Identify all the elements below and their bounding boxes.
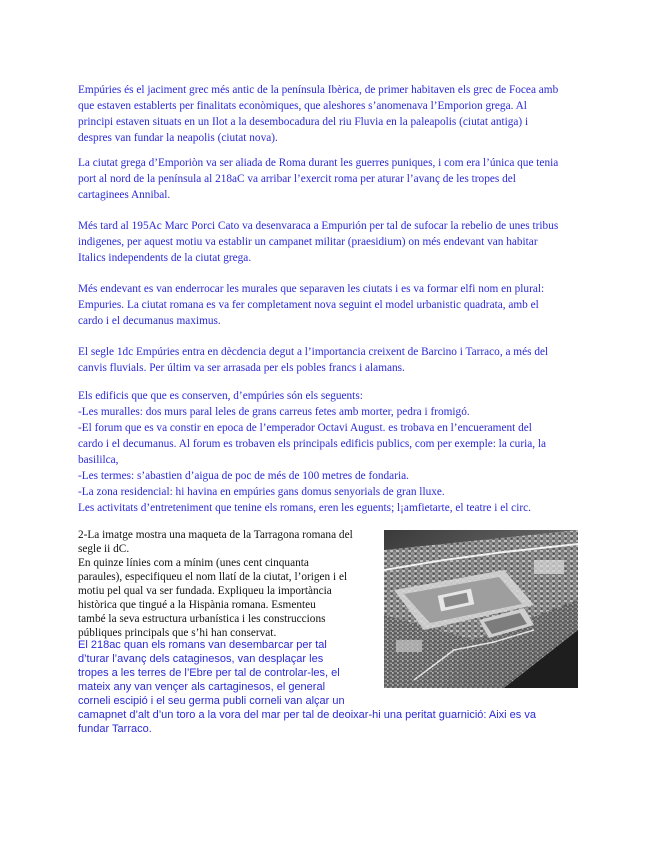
text-line: Italics independents de la ciutat grega. — [78, 252, 252, 264]
text-line: despres van fundar la neapolis (ciutat nova). — [78, 132, 278, 144]
text-line: indigenes, per aquest motiu va establir un campanet militar (praesidium) on més endevant van habitar — [78, 236, 538, 248]
text-line: En quinze línies com a mínim (unes cent cinquanta — [78, 557, 309, 569]
text-line: Més endevant es van enderrocar les murales que separaven les ciutats i es va formar elfi nom en plural: — [78, 283, 545, 295]
text-line: -La zona residencial: hi havina en empúries gans domus senyorials de gran lluxe. — [78, 486, 445, 498]
text-line: d’turar l’avanç dels cataginesos, van desplaçar les — [78, 653, 324, 665]
paragraph-cato-camp — [78, 218, 578, 266]
text-line: 2-La imatge mostra una maqueta de la Tarragona romana del — [78, 529, 353, 541]
text-line: principi estaven situats en un Ilot a la desembocadura del riu Fluvia en la paleapolis (ciutat antiga) i — [78, 116, 529, 128]
text-line: que estaven establerts per finalitats econòmiques, que aleshores s’anomenava l’Emporion grega. Al — [78, 100, 527, 112]
text-line: basililca, — [78, 454, 119, 466]
paragraph-punic-wars — [78, 155, 578, 203]
text-line: paraules), especifiqueu el nom llatí de la ciutat, l’origen i el — [78, 571, 348, 583]
text-line: canvis fluvials. Per últim va ser arrasada per els pobles francs i alamans. — [78, 362, 405, 374]
paragraph-roman-city — [78, 281, 578, 329]
text-line: tropes a les terres de l’Ebre per tal de controlar-les, el — [78, 667, 340, 679]
text-line: La ciutat grega d’Emporiòn va ser aliada de Roma durant les guerres puniques, i com era l’única que tenia — [78, 157, 559, 169]
text-line: Els edificis que que es conserven, d’empúries són els seguents: — [78, 390, 363, 402]
text-line: cartaginees Annibal. — [78, 189, 171, 201]
text-line: fundar Tarraco. — [78, 723, 152, 735]
text-line: camapnet d’alt d’un toro a la vora del mar per tal de deoixar-hi una peritat guarnició: Aixi es va — [78, 709, 536, 721]
text-line: port al nord de la península al 218aC va arribar l’exercit roma per aturar l’avanç de les tropes del — [78, 173, 516, 185]
text-line: -El forum que es va constir en epoca de l’emperador Octavi August. es trobava en l’encuerament del — [78, 422, 532, 434]
text-line: motiu pel qual va ser fundada. Expliqueu la importància — [78, 585, 332, 597]
text-line: El 218ac quan els romans van desembarcar per tal — [78, 639, 327, 651]
text-line: també la seva estructura urbanística i les construccions — [78, 613, 326, 625]
tarraco-model-photo — [384, 530, 578, 688]
text-line: Més tard al 195Ac Marc Porci Cato va desenvaraca a Empurión per tal de sufocar la rebelio de unes tribus — [78, 220, 559, 232]
text-line: corneli escipió i el seu germa publi corneli van alçar un — [78, 695, 345, 707]
text-line: cardo i el decumanus maximus. — [78, 315, 221, 327]
text-line: Les activitats d’entreteniment que tenine els romans, eren les eguents; l¡amfietarte, el teatre i el circ. — [78, 502, 531, 514]
text-line: històrica que tingué a la Hispània romana. Esmenteu — [78, 599, 316, 611]
text-line: -Les termes: s’abastien d’aigua de poc de més de 100 metres de fondaria. — [78, 470, 409, 482]
text-line: cardo i el decumanus. Al forum es trobaven els principals edificis publics, com per exemple: la curia, la — [78, 438, 547, 450]
paragraph-emporion-origins — [78, 82, 578, 146]
model-photo-drawing — [384, 530, 578, 688]
text-line: segle ii dC. — [78, 543, 130, 555]
paragraph-buildings — [78, 388, 578, 516]
question-2 — [78, 528, 374, 640]
text-line: Empúries és el jaciment grec més antic de la península Ibèrica, de primer habitaven els grec de Focea amb — [78, 84, 559, 96]
paragraph-decline — [78, 344, 578, 376]
text-line: -Les muralles: dos murs paral leles de grans carreus fetes amb morter, pedra i fromigó. — [78, 406, 470, 418]
text-line: El segle 1dc Empúries entra en dècdencia degut a l’importancia creixent de Barcino i Tarraco, a més del — [78, 346, 549, 358]
text-line: públiques principals que s’hi han conservat. — [78, 627, 277, 639]
text-line: mateix any van vençer als cartaginesos, el general — [78, 681, 326, 693]
text-line: Empuries. La ciutat romana es va fer completament nova seguint el model urbanistic quadrata, amb el — [78, 299, 539, 311]
